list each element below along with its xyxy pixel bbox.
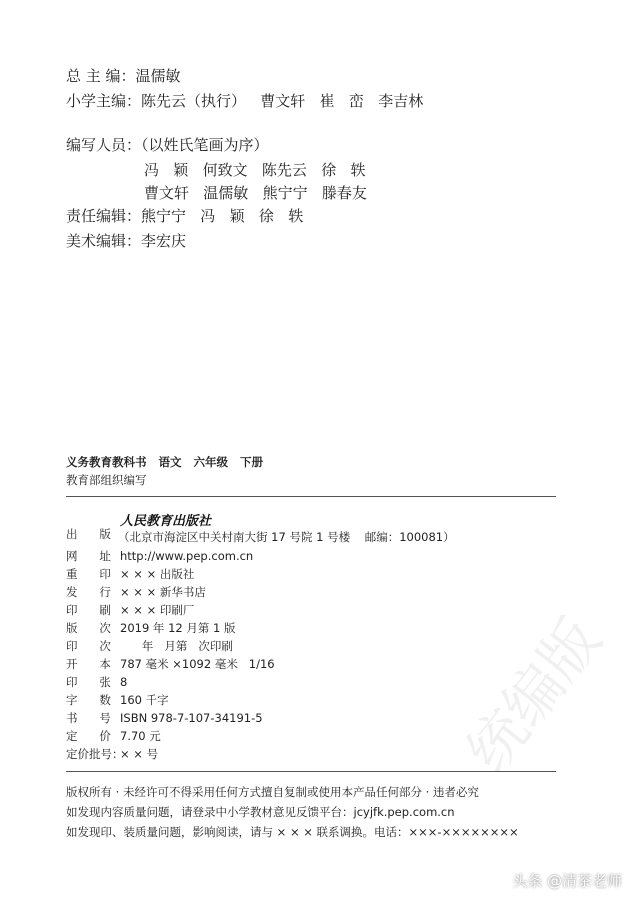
publisher-row [66, 513, 111, 541]
content-issue-notice: 如发现内容质量问题，请登录中小学教材意见反馈平台：jcyjfk.pep.com.cn [66, 805, 455, 819]
writers-line-2: 曹文轩 温儒敏 熊宁宁 滕春友 [144, 184, 367, 202]
source-tag: 头条 @清茶老师 [512, 872, 622, 890]
book-title: 义务教育教科书 语文 六年级 下册 [66, 455, 264, 469]
copyright-notice: 版权所有 · 未经许可不得采用任何方式擅自复制或使用本产品任何部分 · 违者必究 [66, 785, 479, 799]
chief-editor-line: 总 主 编：温儒敏 [66, 67, 181, 85]
publisher-label: 出 版 [66, 527, 111, 541]
primary-editors-line: 小学主编：陈先云（执行） 曹文轩 崔 峦 李吉林 [66, 92, 424, 110]
responsible-editors-line: 责任编辑：熊宁宁 冯 颖 徐 轶 [66, 207, 304, 225]
writers-line-1: 冯 颖 何致文 陈先云 徐 轶 [144, 161, 366, 179]
art-editor-line: 美术编辑：李宏庆 [66, 232, 187, 250]
publisher-logo [120, 512, 216, 528]
publisher-address: （北京市海淀区中关村南大街 17 号院 1 号楼 邮编：100081） [118, 530, 455, 544]
writers-label: 编写人员：（以姓氏笔画为序） [66, 136, 269, 154]
print-issue-notice: 如发现印、装质量问题，影响阅读，请与 × × × 联系调换。电话：×××-×××××××× [66, 825, 519, 839]
top-divider [66, 496, 556, 497]
svg-text:人民教育出版社: 人民教育出版社 [120, 514, 212, 528]
website-link[interactable]: http://www.pep.com.cn [120, 549, 254, 563]
book-organizer: 教育部组织编写 [66, 473, 147, 487]
edition-watermark: 统编版 [453, 605, 615, 785]
